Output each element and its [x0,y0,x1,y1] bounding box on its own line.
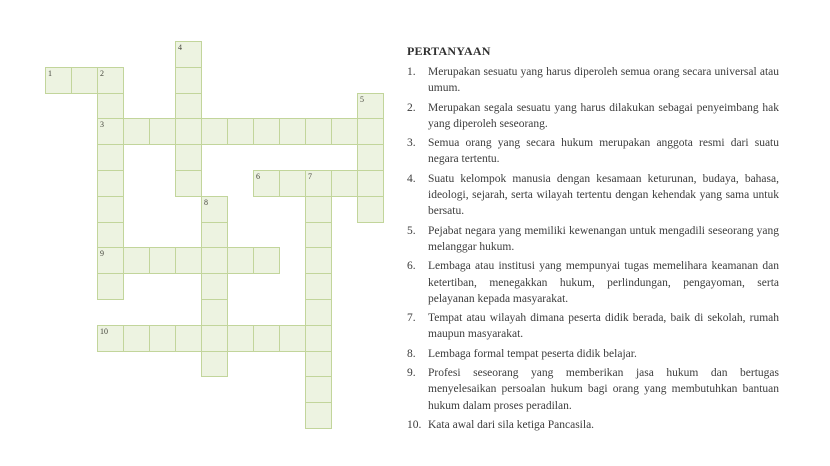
question-item [407,223,779,256]
crossword-cell [175,67,202,94]
cell-number-label: 2 [100,68,104,78]
question-number: 2. [407,101,416,114]
question-text: Tempat atau wilayah dimana peserta didik berada, baik di sekolah, rumah maupun masyarakat. [428,312,779,341]
crossword-cell [97,273,124,300]
cell-number-label: 3 [100,120,104,130]
crossword-cell [201,247,228,274]
question-text: Merupakan segala sesuatu yang harus dilakukan sebagai penyeimbang hak yang diperoleh seseorang. [428,101,779,130]
question-item [407,135,779,168]
question-item [407,64,779,97]
question-item [407,258,779,307]
crossword-cell [305,351,332,378]
questions-panel [407,44,779,436]
crossword-cell [305,247,332,274]
question-text: Suatu kelompok manusia dengan kesamaan keturunan, budaya, bahasa, ideologi, sejarah, serta wilayah tertentu dengan kehendak yang sama untuk bersatu. [428,172,779,218]
crossword-cell [175,170,202,197]
questions-list [407,64,779,433]
question-item [407,171,779,220]
crossword-grid [0,0,400,466]
crossword-cell [71,67,98,94]
question-text: Semua orang yang secara hukum merupakan anggota resmi dari suatu negara tertentu. [428,137,779,166]
question-item [407,417,779,433]
cell-number-label: 5 [360,94,364,104]
crossword-cell [253,325,280,352]
crossword-cell [279,325,306,352]
crossword-cell [149,247,176,274]
crossword-cell [331,118,358,145]
crossword-cell [201,299,228,326]
question-text: Kata awal dari sila ketiga Pancasila. [428,418,595,431]
crossword-cell [305,222,332,249]
cell-number-label: 8 [204,197,208,207]
crossword-cell [149,325,176,352]
crossword-cell [201,118,228,145]
crossword-cell [97,170,124,197]
crossword-cell [201,222,228,249]
crossword-cell [279,118,306,145]
crossword-cell [201,351,228,378]
crossword-cell [305,325,332,352]
cell-number-label: 4 [178,43,182,52]
question-number: 4. [407,172,416,185]
crossword-cell [253,118,280,145]
crossword-cell [305,299,332,326]
crossword-cell [253,247,280,274]
crossword-cell [97,222,124,249]
question-text: Lembaga formal tempat peserta didik belajar. [428,347,637,360]
crossword-cell [305,402,332,429]
question-number: 5. [407,224,416,237]
crossword-cell [175,144,202,171]
question-item [407,100,779,133]
question-number: 6. [407,260,416,273]
crossword-cell [175,325,202,352]
crossword-cell [305,376,332,403]
crossword-cell [123,118,150,145]
question-number: 1. [407,66,416,78]
crossword-cell [357,196,384,223]
cell-number-label: 1 [48,68,52,78]
crossword-cell [201,273,228,300]
cell-number-label: 6 [256,172,260,181]
question-item [407,310,779,343]
question-text: Pejabat negara yang memiliki kewenangan untuk mengadili seseorang yang melanggar hukum. [428,224,779,253]
crossword-cell [305,273,332,300]
crossword-cell [357,144,384,171]
crossword-cell [357,170,384,197]
crossword-cell [305,118,332,145]
question-number: 8. [407,347,416,360]
crossword-cell [331,170,358,197]
crossword-cell [175,93,202,120]
questions-title: PERTANYAAN [407,44,491,58]
question-text: Profesi seseorang yang memberikan jasa hukum dan bertugas menyelesaikan persoalan hukum bagi orang yang membutuhkan bantuan hukum dalam proses peradilan. [428,367,779,412]
crossword-cell [149,118,176,145]
question-item [407,346,779,362]
crossword-cell [123,247,150,274]
crossword-cell [227,118,254,145]
question-number: 10. [407,418,422,431]
crossword-cell [227,325,254,352]
crossword-cell [97,196,124,223]
crossword-cell [97,144,124,171]
crossword-cell [357,118,384,145]
crossword-cell [123,325,150,352]
crossword-cell [175,118,202,145]
crossword-cell [227,247,254,274]
crossword-cell [201,325,228,352]
crossword-cell [279,170,306,197]
question-text: Merupakan sesuatu yang harus diperoleh semua orang secara universal atau umum. [428,66,779,95]
crossword-cell [305,196,332,223]
cell-number-label: 10 [100,326,108,336]
question-number: 7. [407,312,416,325]
question-text: Lembaga atau institusi yang mempunyai tugas memelihara keamanan dan ketertiban, menegakkan hukum, perlindungan, pengayoman, serta pelayanan kepada masyarakat. [428,260,779,305]
crossword-cell [97,93,124,120]
crossword-cell [175,247,202,274]
cell-number-label: 7 [308,172,312,181]
cell-number-label: 9 [100,249,104,259]
question-number: 3. [407,137,416,150]
question-item [407,365,779,414]
question-number: 9. [407,367,416,380]
